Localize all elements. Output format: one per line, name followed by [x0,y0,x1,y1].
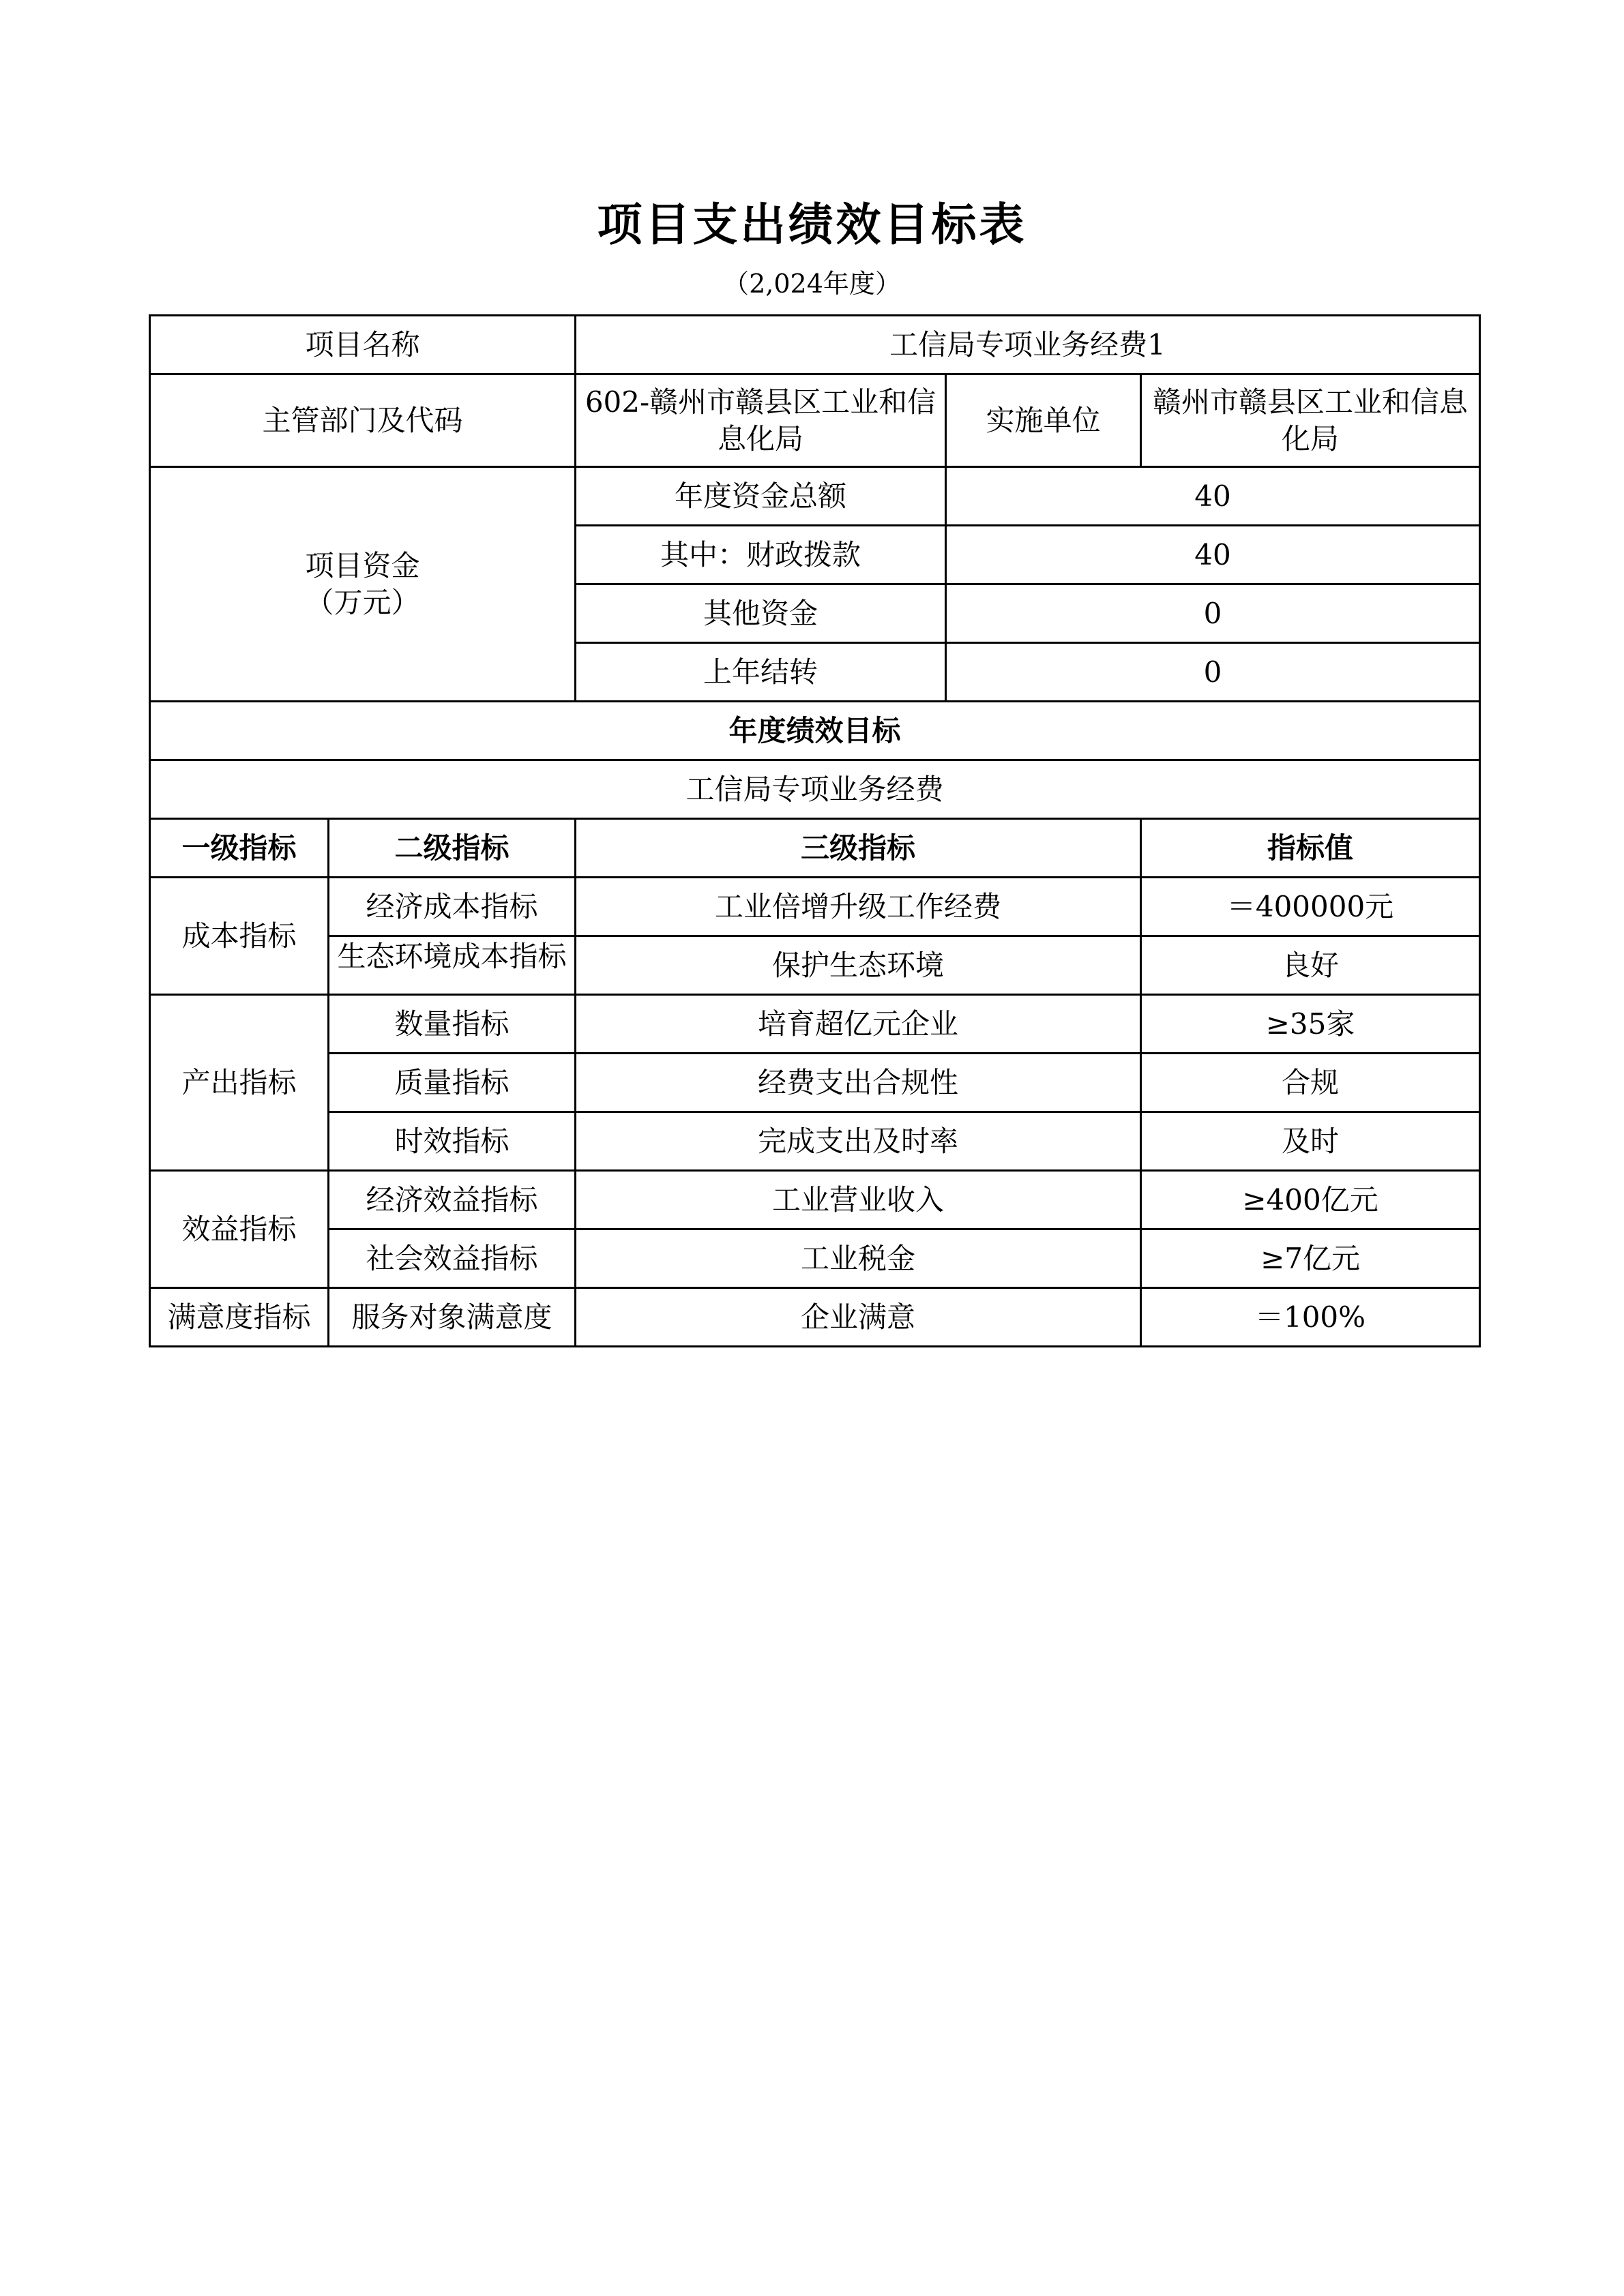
value-cell: 良好 [1141,936,1480,995]
fund-item-value: 0 [946,584,1480,643]
level3-cell: 企业满意 [576,1288,1141,1347]
header-level3: 三级指标 [576,819,1141,878]
header-level1: 一级指标 [150,819,329,878]
level2-cell: 经济效益指标 [329,1171,576,1229]
header-value: 指标值 [1141,819,1480,878]
level2-cell: 服务对象满意度 [329,1288,576,1347]
fund-item-label: 上年结转 [576,643,946,702]
page-title: 项目支出绩效目标表 [597,198,1027,251]
value-cell: 合规 [1141,1054,1480,1112]
project-name-value: 工信局专项业务经费1 [576,316,1480,374]
level2-cell: 质量指标 [329,1054,576,1112]
annual-goal-header: 年度绩效目标 [150,702,1480,760]
level2-cell [329,936,576,995]
level3-cell: 培育超亿元企业 [576,995,1141,1054]
project-name-label: 项目名称 [150,316,576,374]
level1-cell: 效益指标 [150,1171,329,1288]
dept-value: 602-赣州市赣县区工业和信息化局 [576,374,946,467]
value-cell: ≥400亿元 [1141,1171,1480,1229]
funds-label: 项目资金 [305,548,420,582]
impl-label: 实施单位 [946,374,1141,467]
level2-text: 生态环境成本指标 [337,940,567,973]
dept-label: 主管部门及代码 [150,374,576,467]
level3-cell: 工业税金 [576,1229,1141,1288]
level2-cell: 经济成本指标 [329,878,576,936]
level2-cell: 社会效益指标 [329,1229,576,1288]
level1-cell: 成本指标 [150,878,329,995]
table-row [150,1288,1480,1347]
page-subtitle: （2,024年度） [723,269,901,299]
level3-cell: 经费支出合规性 [576,1054,1141,1112]
value-cell: 及时 [1141,1112,1480,1171]
fund-item-value: 40 [946,526,1480,584]
level1-cell: 产出指标 [150,995,329,1171]
level2-cell: 数量指标 [329,995,576,1054]
level3-cell: 工业倍增升级工作经费 [576,878,1141,936]
level2-cell: 时效指标 [329,1112,576,1171]
funds-unit: （万元） [305,585,420,619]
header-level2: 二级指标 [329,819,576,878]
fund-item-value: 0 [946,643,1480,702]
table-row [150,1054,1480,1112]
table-row [150,1112,1480,1171]
level3-cell: 保护生态环境 [576,936,1141,995]
impl-value: 赣州市赣县区工业和信息化局 [1141,374,1480,467]
value-cell: ＝400000元 [1141,878,1480,936]
table-row [150,878,1480,936]
fund-item-label: 年度资金总额 [576,467,946,526]
fund-item-label: 其中：财政拨款 [576,526,946,584]
funds-label-cell [150,467,576,702]
performance-table [149,314,1481,1347]
table-row [150,995,1480,1054]
level3-cell: 工业营业收入 [576,1171,1141,1229]
fund-item-value: 40 [946,467,1480,526]
table-row [150,1229,1480,1288]
annual-goal-text: 工信局专项业务经费 [150,760,1480,819]
table-row [150,1171,1480,1229]
value-cell: ＝100% [1141,1288,1480,1347]
level3-cell: 完成支出及时率 [576,1112,1141,1171]
value-cell: ≥35家 [1141,995,1480,1054]
level1-cell: 满意度指标 [150,1288,329,1347]
table-row [150,936,1480,995]
fund-item-label: 其他资金 [576,584,946,643]
value-cell: ≥7亿元 [1141,1229,1480,1288]
